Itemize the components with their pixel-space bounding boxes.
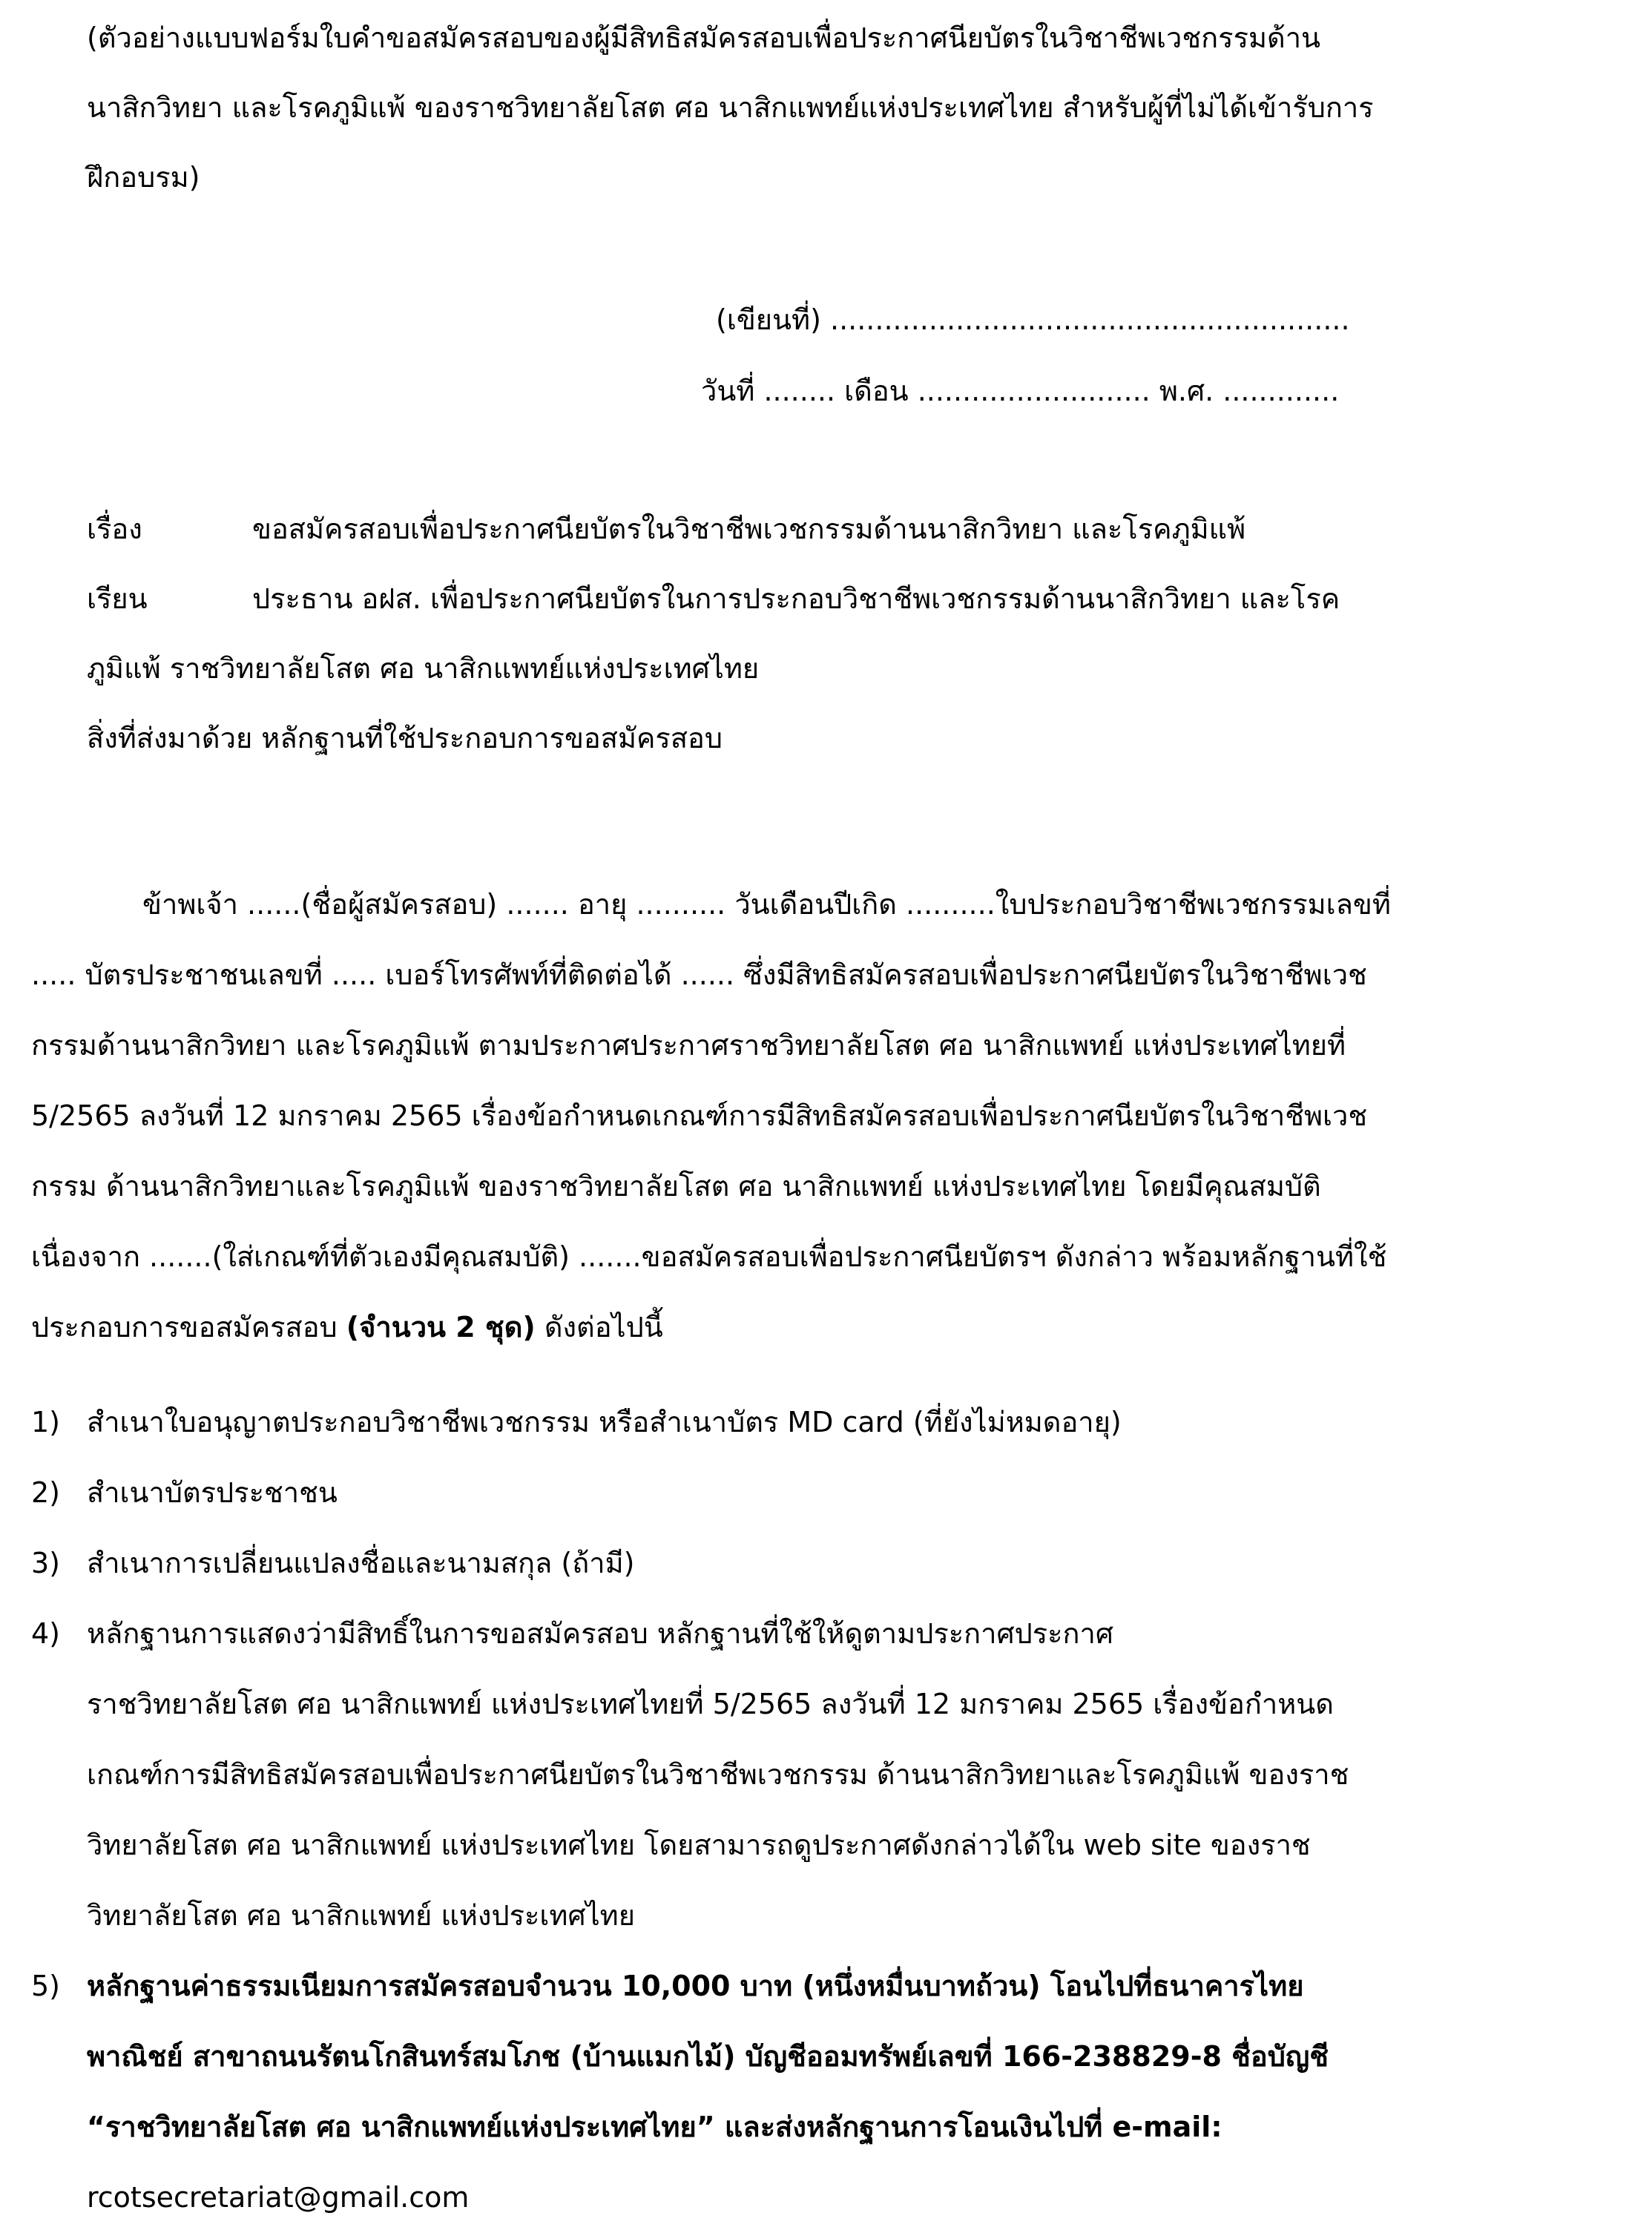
list-item-4-line-1: หลักฐานการแสดงว่ามีสิทธิ์ในการขอสมัครสอบ หลักฐานที่ใช้ให้ดูตามประกาศประกาศ	[87, 1617, 1114, 1650]
header-note-line-1: (ตัวอย่างแบบฟอร์มใบคำขอสมัครสอบของผู้มีสิทธิสมัครสอบเพื่อประกาศนียบัตรในวิชาชีพเวชกรรมด้าน	[87, 22, 1321, 54]
date-line: วันที่ ........ เดือน .......................... พ.ศ. .............	[701, 375, 1340, 407]
body-line-4: 5/2565 ลงวันที่ 12 มกราคม 2565 เรื่องข้อกำหนดเกณฑ์การมีสิทธิสมัครสอบเพื่อประกาศนียบัตรในวิชาชีพเวช	[31, 1099, 1368, 1132]
header-note-line-2: นาสิกวิทยา และโรคภูมิแพ้ ของราชวิทยาลัยโสต ศอ นาสิกแพทย์แห่งประเทศไทย สำหรับผู้ที่ไม่ได้เข้ารับการ	[87, 91, 1374, 124]
list-item-4-line-2: ราชวิทยาลัยโสต ศอ นาสิกแพทย์ แห่งประเทศไทยที่ 5/2565 ลงวันที่ 12 มกราคม 2565 เรื่องข้อกำหนด	[87, 1688, 1334, 1720]
recipient-text-line-2: ภูมิแพ้ ราชวิทยาลัยโสต ศอ นาสิกแพทย์แห่งประเทศไทย	[87, 652, 760, 685]
list-item-1-number: 1)	[31, 1406, 61, 1438]
email-address: rcotsecretariat@gmail.com	[87, 2181, 470, 2214]
list-item-4-line-3: เกณฑ์การมีสิทธิสมัครสอบเพื่อประกาศนียบัตรในวิชาชีพเวชกรรม ด้านนาสิกวิทยาและโรคภูมิแพ้ ของราช	[87, 1758, 1349, 1791]
body-line-6: เนื่องจาก .......(ใส่เกณฑ์ที่ตัวเองมีคุณสมบัติ) .......ขอสมัครสอบเพื่อประกาศนียบัตรฯ ดังกล่าว พร้อมหลักฐานที่ใช้	[31, 1240, 1387, 1273]
list-item-2-number: 2)	[31, 1476, 61, 1509]
enclosure-line: สิ่งที่ส่งมาด้วย หลักฐานที่ใช้ประกอบการขอสมัครสอบ	[87, 722, 723, 754]
body-line-7-tail: ดังต่อไปนี้	[535, 1311, 663, 1343]
body-line-7-text: ประกอบการขอสมัครสอบ	[31, 1311, 346, 1343]
subject-text: ขอสมัครสอบเพื่อประกาศนียบัตรในวิชาชีพเวชกรรมด้านนาสิกวิทยา และโรคภูมิแพ้	[252, 513, 1246, 545]
list-item-4-number: 4)	[31, 1617, 61, 1650]
list-item-1-text: สำเนาใบอนุญาตประกอบวิชาชีพเวชกรรม หรือสำเนาบัตร MD card (ที่ยังไม่หมดอายุ)	[87, 1406, 1122, 1438]
list-item-3-number: 3)	[31, 1547, 61, 1579]
list-item-5-line-2: พาณิชย์ สาขาถนนรัตนโกสินทร์สมโภช (บ้านแมกไม้) บัญชีออมทรัพย์เลขที่ 166-238829-8 ชื่อบัญชี	[87, 2040, 1329, 2073]
list-item-5-line-3: “ราชวิทยาลัยโสต ศอ นาสิกแพทย์แห่งประเทศไทย” และส่งหลักฐานการโอนเงินไปที่ e-mail:	[87, 2111, 1222, 2143]
recipient-label: เรียน	[87, 582, 148, 615]
written-at-line: (เขียนที่) ..........................................................	[716, 303, 1350, 336]
body-line-2: ..... บัตรประชาชนเลขที่ ..... เบอร์โทรศัพท์ที่ติดต่อได้ ...... ซึ่งมีสิทธิสมัครสอบเพื่อประกาศนียบัตรในวิชาชีพเวช	[31, 958, 1367, 991]
list-item-3-text: สำเนาการเปลี่ยนแปลงชื่อและนามสกุล (ถ้ามี)	[87, 1547, 635, 1579]
list-item-4-line-4: วิทยาลัยโสต ศอ นาสิกแพทย์ แห่งประเทศไทย โดยสามารถดูประกาศดังกล่าวได้ใน web site ของราช	[87, 1829, 1311, 1861]
subject-label: เรื่อง	[87, 513, 142, 545]
body-line-7	[31, 1313, 663, 1341]
list-item-2-text: สำเนาบัตรประชาชน	[87, 1476, 338, 1509]
body-line-1: ข้าพเจ้า ......(ชื่อผู้สมัครสอบ) ....... อายุ .......... วันเดือนปีเกิด ..........ใบประกอบวิชาชีพเวชกรรมเลขที่	[142, 888, 1391, 921]
body-line-5: กรรม ด้านนาสิกวิทยาและโรคภูมิแพ้ ของราชวิทยาลัยโสต ศอ นาสิกแพทย์ แห่งประเทศไทย โดยมีคุณสมบัติ	[31, 1170, 1321, 1203]
copy-count-emphasis: (จำนวน 2 ชุด)	[346, 1311, 536, 1343]
recipient-text-line-1: ประธาน อฝส. เพื่อประกาศนียบัตรในการประกอบวิชาชีพเวชกรรมด้านนาสิกวิทยา และโรค	[252, 582, 1340, 615]
list-item-4-line-5: วิทยาลัยโสต ศอ นาสิกแพทย์ แห่งประเทศไทย	[87, 1899, 635, 1932]
header-note-line-3: ฝึกอบรม)	[87, 161, 200, 194]
list-item-5-line-1: หลักฐานค่าธรรมเนียมการสมัครสอบจำนวน 10,000 บาท (หนึ่งหมื่นบาทถ้วน) โอนไปที่ธนาคารไทย	[87, 1970, 1304, 2002]
body-line-3: กรรมด้านนาสิกวิทยา และโรคภูมิแพ้ ตามประกาศประกาศราชวิทยาลัยโสต ศอ นาสิกแพทย์ แห่งประเทศไทยที่	[31, 1029, 1346, 1062]
list-item-5-number: 5)	[31, 1970, 61, 2002]
